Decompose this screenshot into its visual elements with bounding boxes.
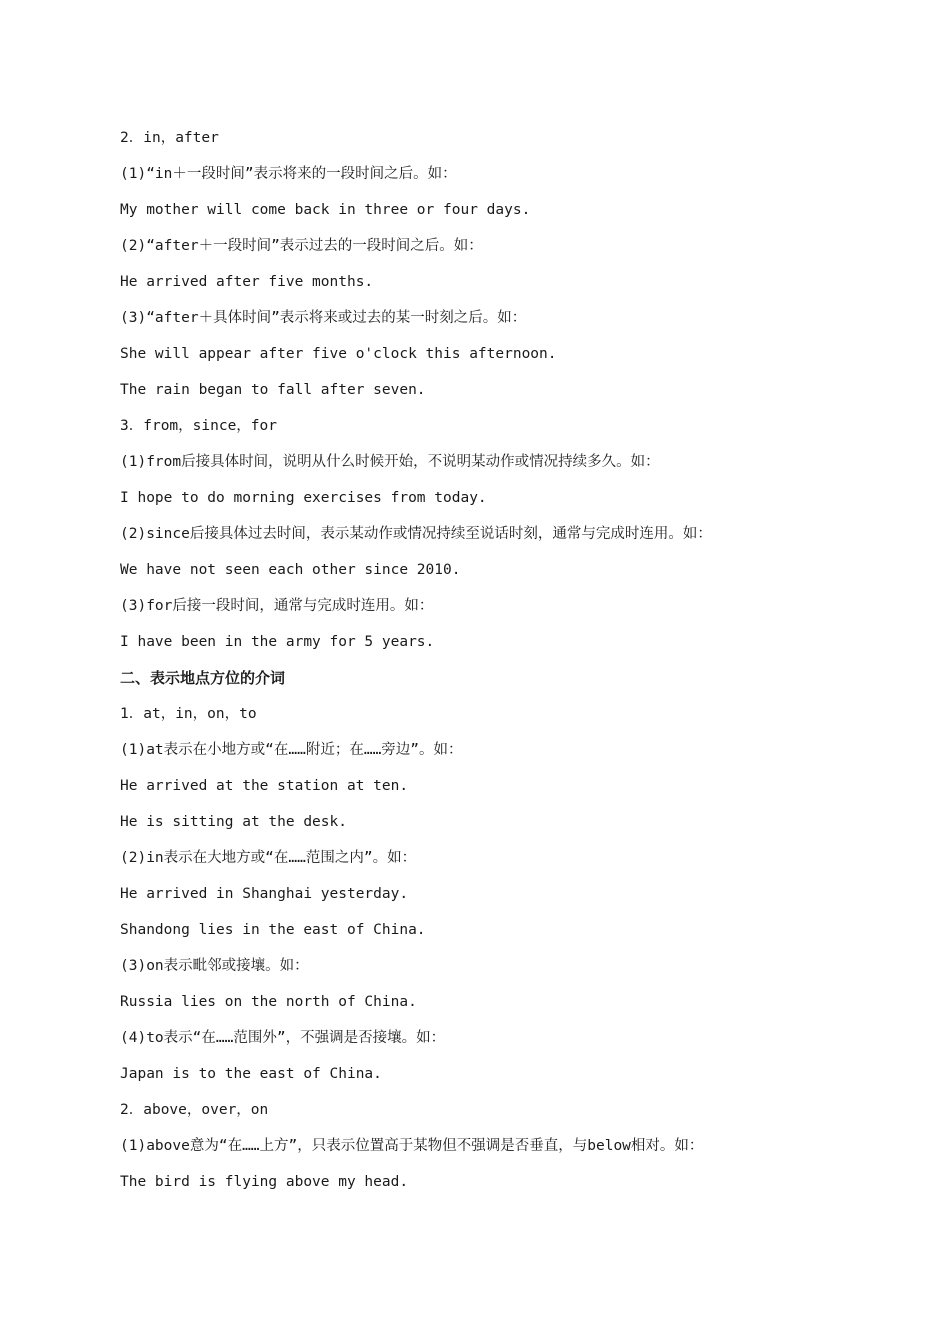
example-sentence: Japan is to the east of China. <box>120 1066 382 1082</box>
example-sentence: Russia lies on the north of China. <box>120 994 417 1010</box>
example-sentence: She will appear after five o'clock this afternoon. <box>120 346 557 362</box>
example-sentence: I have been in the army for 5 years. <box>120 634 435 650</box>
example-sentence: He arrived after five months. <box>120 274 374 290</box>
section-heading-place-prepositions: 二、表示地点方位的介词 <box>120 669 286 687</box>
rule-to-place: (4)to表示“在……范围外”，不强调是否接壤。如： <box>120 1030 446 1046</box>
example-sentence: The rain began to fall after seven. <box>120 382 426 398</box>
rule-from: (1)from后接具体时间，说明从什么时候开始，不说明某动作或情况持续多久。如： <box>120 454 660 470</box>
example-sentence: My mother will come back in three or four days. <box>120 202 531 218</box>
example-sentence: We have not seen each other since 2010. <box>120 562 461 578</box>
example-sentence: He is sitting at the desk. <box>120 814 347 830</box>
example-sentence: Shandong lies in the east of China. <box>120 922 426 938</box>
rule-in-place: (2)in表示在大地方或“在……范围之内”。如： <box>120 850 417 866</box>
subheading-at-in-on-to: 1．at，in，on，to <box>120 706 257 722</box>
document-page <box>120 120 830 1200</box>
rule-at: (1)at表示在小地方或“在……附近；在……旁边”。如： <box>120 742 463 758</box>
subheading-from-since-for: 3．from，since，for <box>120 418 277 434</box>
rule-in-period: (1)“in＋一段时间”表示将来的一段时间之后。如： <box>120 166 457 182</box>
rule-after-period: (2)“after＋一段时间”表示过去的一段时间之后。如： <box>120 238 483 254</box>
example-sentence: The bird is flying above my head. <box>120 1174 409 1190</box>
rule-on-place: (3)on表示毗邻或接壤。如： <box>120 958 309 974</box>
example-sentence: I hope to do morning exercises from today. <box>120 490 487 506</box>
rule-above: (1)above意为“在……上方”，只表示位置高于某物但不强调是否垂直，与below相对。如： <box>120 1138 704 1154</box>
subheading-above-over-on: 2．above，over，on <box>120 1102 269 1118</box>
rule-after-point-time: (3)“after＋具体时间”表示将来或过去的某一时刻之后。如： <box>120 310 527 326</box>
rule-since: (2)since后接具体过去时间，表示某动作或情况持续至说话时刻，通常与完成时连用。如： <box>120 526 712 542</box>
subheading-in-after: 2．in，after <box>120 130 219 146</box>
example-sentence: He arrived in Shanghai yesterday. <box>120 886 409 902</box>
example-sentence: He arrived at the station at ten. <box>120 778 409 794</box>
rule-for: (3)for后接一段时间，通常与完成时连用。如： <box>120 598 434 614</box>
